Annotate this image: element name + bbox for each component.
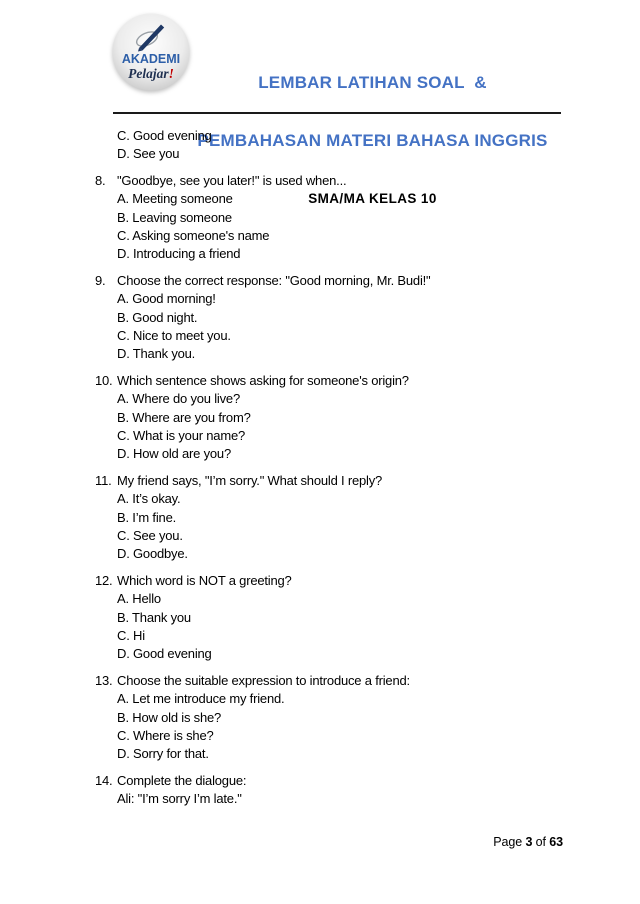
question-list [95,127,570,809]
option-line: B. Where are you from? [117,409,251,425]
option-line: B. Thank you [117,609,191,625]
question-line [95,172,570,190]
question-line [95,772,570,790]
question-number: 12. [95,573,113,589]
question-text: Which sentence shows asking for someone's origin? [117,373,409,389]
option-line: D. Sorry for that. [117,746,209,762]
option-line: D. Good evening [117,646,212,662]
page-label: Page [493,835,523,849]
option-line: C. Good evening [117,128,212,143]
option-line: A. Where do you live? [117,391,240,407]
question-number: 11. [95,473,112,489]
option-line: A. Meeting someone [117,191,233,207]
document-title-line1: LEMBAR LATIHAN SOAL & [258,73,487,92]
option-line: D. Introducing a friend [117,246,241,262]
question-line [95,372,570,390]
question-block [95,572,570,663]
header-divider [113,112,561,114]
option-line: B. Good night. [117,309,198,325]
option-line: C. See you. [117,527,183,543]
question-number: 8. [95,173,106,189]
question-line [95,272,570,290]
question-line [95,672,570,690]
question-block [95,172,570,263]
option-line: B. I’m fine. [117,509,177,525]
question-block [95,672,570,763]
question-text: "Goodbye, see you later!" is used when... [117,173,347,189]
document-title-line2: PEMBAHASAN MATERI BAHASA INGGRIS [197,130,548,150]
of-label: of [535,835,546,849]
option-line: C. Where is she? [117,727,214,743]
option-line: A. Good morning! [117,291,216,307]
page-number: 3 [525,835,533,849]
option-line: D. How old are you? [117,446,231,462]
question-block [95,372,570,463]
question-block [95,272,570,363]
question-text: Which word is NOT a greeting? [117,573,292,589]
question-block [95,472,570,563]
question-text: Choose the correct response: "Good morning, Mr. Budi!" [117,273,431,289]
option-line: C. What is your name? [117,427,246,443]
option-line: A. Let me introduce my friend. [117,691,285,707]
option-line: D. See you [117,146,180,162]
option-line: A. It’s okay. [117,491,181,507]
question-line [95,472,570,490]
question-number: 14. [95,773,113,788]
option-line: D. Goodbye. [117,546,188,562]
option-line: C. Nice to meet you. [117,327,231,343]
question-line [95,572,570,590]
question-text: Complete the dialogue: [117,773,247,788]
logo-exclamation: ! [168,66,174,81]
logo-tagline: Pelajar! [128,66,174,81]
option-line: B. How old is she? [117,709,222,725]
page-number-footer [493,835,563,849]
option-line: Ali: "I’m sorry I’m late." [117,791,242,807]
question-text: Choose the suitable expression to introduce a friend: [117,673,410,689]
option-line: B. Leaving someone [117,209,232,225]
question-number: 13. [95,673,113,689]
total-pages: 63 [549,835,563,849]
option-line: A. Hello [117,591,161,607]
option-line: C. Hi [117,627,145,643]
logo-name: AKADEMI [121,52,181,66]
question-number: 9. [95,273,106,289]
document-subtitle: SMA/MA KELAS 10 [308,191,437,206]
option-line: D. Thank you. [117,346,196,362]
question-text: My friend says, "I’m sorry." What should I reply? [117,473,383,489]
option-line: C. Asking someone's name [117,227,270,243]
question-number: 10. [95,373,113,389]
question-block [95,772,570,809]
